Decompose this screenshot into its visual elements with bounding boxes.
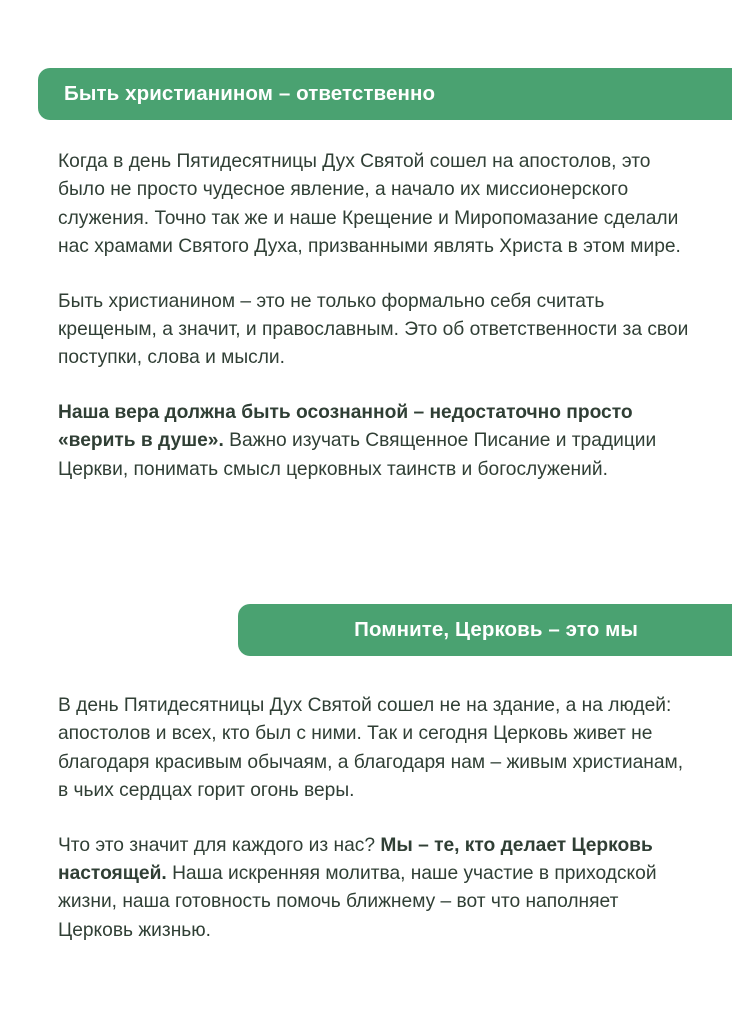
- body-text: Наша искренняя молитва, наше участие в приходской жизни, наша готовность помочь ближнему – вот что наполняет Церковь жизнью.: [58, 863, 657, 941]
- body-text: В день Пятидесятницы Дух Святой сошел не на здание, а на людей: апостолов и всех, кто был с ними. Так и сегодня Церковь живет не благодаря красивым обычаям, а благодаря нам – живым христианам, в чьих сердцах горит огонь веры.: [58, 695, 684, 802]
- body-text: Когда в день Пятидесятницы Дух Святой сошел на апостолов, это было не просто чудесное явление, а начало их миссионерского служения. Точно так же и наше Крещение и Миропомазание сделали нас храмами Святого Духа, призванными являть Христа в этом мире.: [58, 151, 681, 258]
- emphasis-text: Наша вера должна быть осознанной – недостаточно просто «верить в душе».: [58, 401, 633, 452]
- paragraph: [58, 288, 698, 373]
- paragraph: [58, 692, 698, 806]
- section-heading-banner-2: Помните, Церковь – это мы: [238, 604, 732, 656]
- paragraph: [58, 832, 698, 946]
- section-body-2: [58, 692, 698, 945]
- paragraph: [58, 399, 698, 484]
- paragraph: [58, 148, 698, 262]
- body-text: Важно изучать Священное Писание и традиции Церкви, понимать смысл церковных таинств и богослужений.: [58, 430, 657, 480]
- section-heading-banner-1: Быть христианином – ответственно: [38, 68, 732, 120]
- section-body-1: [58, 148, 698, 484]
- emphasis-text: Мы – те, кто делает Церковь настоящей.: [58, 834, 653, 885]
- body-text: Быть христианином – это не только формально себя считать крещеным, а значит, и православным. Это об ответственности за свои поступки, слова и мысли.: [58, 290, 689, 369]
- body-text: Что это значит для каждого из нас?: [58, 834, 381, 856]
